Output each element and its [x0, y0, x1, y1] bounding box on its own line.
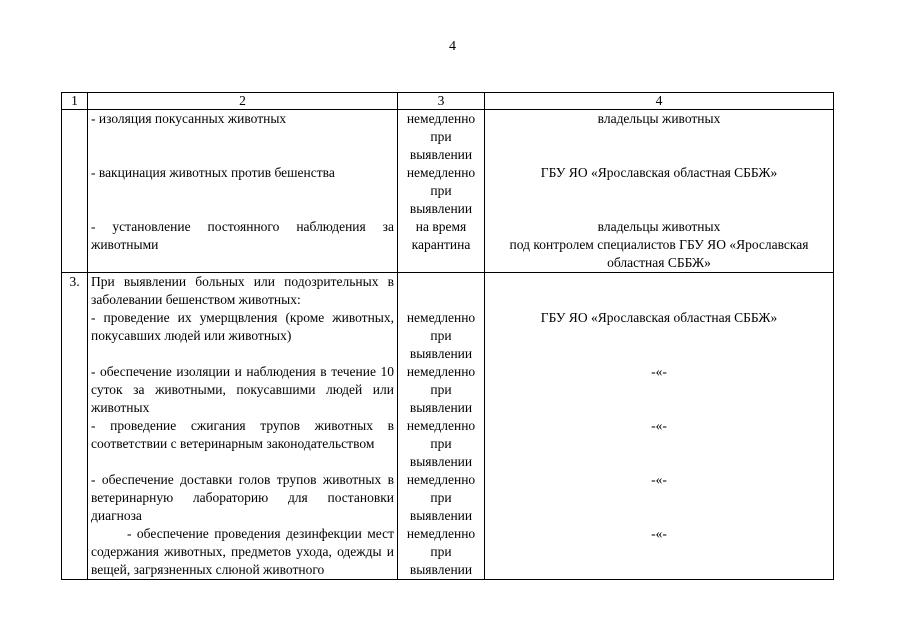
table-row [62, 110, 834, 273]
term-line: немедленно [406, 310, 476, 325]
responsible-line: ГБУ ЯО «Ярославская областная СББЖ» [540, 165, 778, 180]
responsible-cell [485, 273, 834, 580]
row-number [62, 110, 88, 273]
term-line: при [430, 436, 452, 451]
list-item [91, 164, 394, 218]
header-col-2: 2 [88, 93, 398, 110]
table-header-row [62, 93, 834, 110]
ditto-mark: -«- [651, 526, 667, 541]
term-line: при [430, 490, 452, 505]
header-col-1: 1 [62, 93, 88, 110]
ditto-mark: -«- [651, 364, 667, 379]
responsible-line: под контролем специалистов ГБУ ЯО «Ярославская [509, 237, 809, 252]
term-line: на время [415, 219, 467, 234]
responsible-line: владельцы животных [597, 219, 721, 234]
term-line: при [430, 328, 452, 343]
term-line: карантина [411, 237, 471, 252]
row-intro: При выявлении больных или подозрительных в заболевании бешенством животных: [91, 274, 394, 307]
page-number: 4 [449, 39, 456, 54]
responsible-line: областная СББЖ» [607, 255, 711, 270]
term-line: немедленно [406, 111, 476, 126]
list-item [91, 525, 394, 579]
term-line: выявлении [409, 454, 473, 469]
term-line: немедленно [406, 526, 476, 541]
action-text: - обеспечение изоляции и наблюдения в течение 10 суток за животными, покусавшими людей или животных [91, 364, 394, 415]
action-text: - проведение сжигания трупов животных в соответствии с ветеринарным законодательством [91, 418, 394, 451]
measures-table [61, 92, 834, 580]
term-line: при [430, 382, 452, 397]
actions-cell [88, 273, 398, 580]
term-line: немедленно [406, 418, 476, 433]
term-line: при [430, 183, 452, 198]
actions-cell [88, 110, 398, 273]
action-text: - обеспечение проведения дезинфекции мест содержания животных, предметов ухода, одежды и вещей, загрязненных слюной животного [91, 526, 394, 577]
action-text: - изоляция покусанных животных [91, 111, 287, 126]
list-item [91, 309, 394, 363]
action-text: - вакцинация животных против бешенства [91, 165, 335, 180]
term-line: выявлении [409, 508, 473, 523]
terms-cell [398, 110, 485, 273]
responsible-line: владельцы животных [597, 111, 721, 126]
term-line: выявлении [409, 346, 473, 361]
term-line: немедленно [406, 364, 476, 379]
term-line: при [430, 129, 452, 144]
list-item [91, 363, 394, 417]
header-col-3: 3 [398, 93, 485, 110]
term-line: немедленно [406, 472, 476, 487]
term-line: выявлении [409, 562, 473, 577]
action-text: - установление постоянного наблюдения за животными [91, 219, 394, 252]
list-item [91, 471, 394, 525]
term-line: немедленно [406, 165, 476, 180]
term-line: выявлении [409, 400, 473, 415]
list-item [91, 110, 394, 164]
list-item [91, 417, 394, 471]
table-row [62, 273, 834, 580]
term-line: выявлении [409, 201, 473, 216]
list-item [91, 218, 394, 254]
terms-cell [398, 273, 485, 580]
term-line: при [430, 544, 452, 559]
action-text: - проведение их умерщвления (кроме животных, покусавших людей или животных) [91, 310, 394, 343]
responsible-cell [485, 110, 834, 273]
row-number: 3. [62, 273, 88, 580]
term-line: выявлении [409, 147, 473, 162]
header-col-4: 4 [485, 93, 834, 110]
responsible-line: ГБУ ЯО «Ярославская областная СББЖ» [540, 310, 778, 325]
ditto-mark: -«- [651, 472, 667, 487]
ditto-mark: -«- [651, 418, 667, 433]
action-text: - обеспечение доставки голов трупов животных в ветеринарную лабораторию для постановки диагноза [91, 472, 394, 523]
